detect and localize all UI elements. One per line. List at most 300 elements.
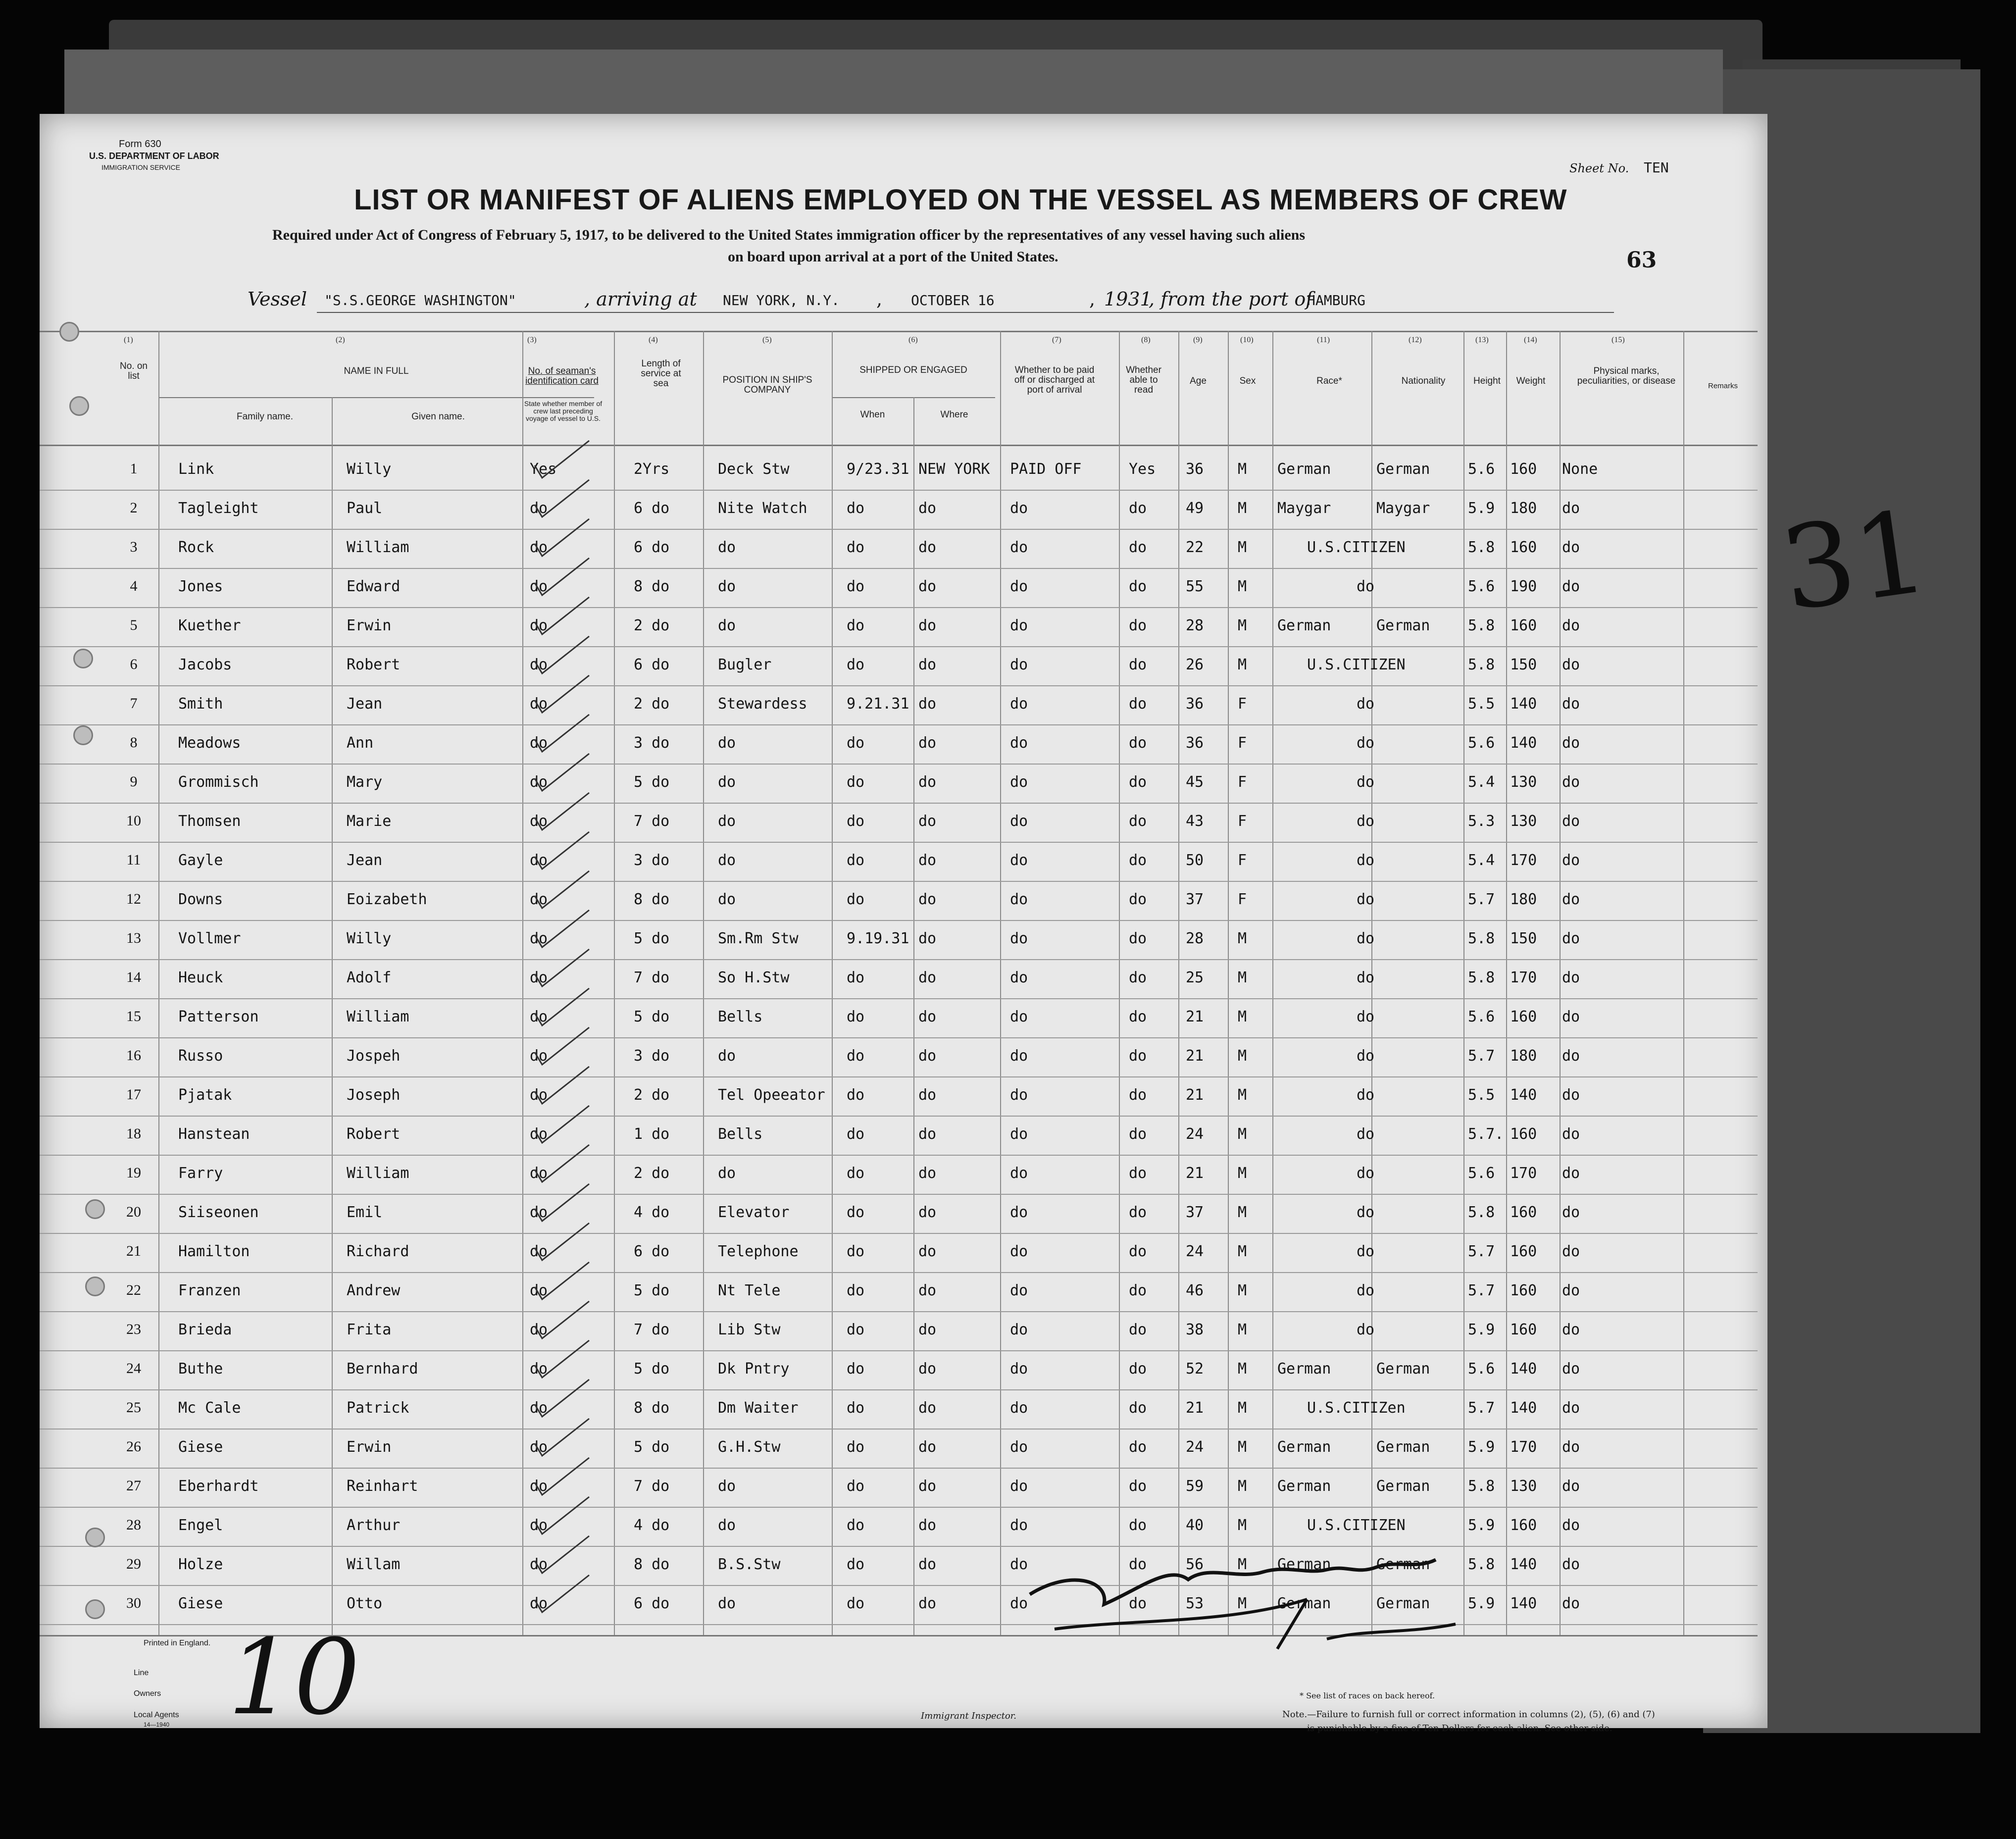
cell-nationality: German — [1376, 1478, 1430, 1495]
signature-scrawl — [1030, 1560, 1436, 1604]
cell-age: 28 — [1186, 617, 1204, 634]
cell-card: do — [530, 852, 548, 869]
cell-position: So H.Stw — [718, 969, 790, 986]
cell-card: do — [530, 1438, 548, 1456]
cell-marks: do — [1562, 1125, 1580, 1143]
cell-card: do — [530, 1399, 548, 1417]
agents-code: 14—1940 — [144, 1721, 170, 1728]
cell-age: 56 — [1186, 1556, 1204, 1573]
cell-marks: do — [1562, 1478, 1580, 1495]
cell-when: do — [847, 617, 865, 634]
cell-sex: M — [1238, 1047, 1247, 1065]
cell-weight: 140 — [1510, 695, 1537, 713]
check-mark — [535, 754, 589, 791]
cell-given: Arthur — [347, 1517, 401, 1534]
cell-position: Bells — [718, 1125, 763, 1143]
cell-sex: F — [1238, 852, 1247, 869]
cell-marks: do — [1562, 1517, 1580, 1534]
cell-race: U.S.CITIZEN — [1307, 539, 1406, 556]
cell-weight: 160 — [1510, 617, 1537, 634]
cell-no: 19 — [126, 1165, 141, 1181]
cell-nationality: Maygar — [1376, 500, 1430, 517]
cell-where: do — [918, 1243, 937, 1260]
cell-age: 36 — [1186, 695, 1204, 713]
cell-sex: F — [1238, 891, 1247, 908]
cell-read: do — [1129, 930, 1147, 947]
cell-height: 5.9 — [1468, 500, 1495, 517]
cell-no: 29 — [126, 1556, 141, 1572]
cell-race: German — [1277, 1595, 1331, 1612]
subtitle-line2: on board upon arrival at a port of the United States. — [728, 249, 1058, 265]
header-no-on-list: No. on list — [120, 361, 148, 381]
cell-weight: 170 — [1510, 969, 1537, 986]
header-position: POSITION IN SHIP'S COMPANY — [722, 375, 812, 395]
cell-race: do — [1357, 969, 1375, 986]
cell-weight: 140 — [1510, 734, 1537, 752]
cell-service: 4 do — [634, 1517, 670, 1534]
header-able-read: Whether able to read — [1126, 365, 1161, 395]
cell-position: Stewardess — [718, 695, 807, 713]
cell-weight: 150 — [1510, 656, 1537, 673]
cell-card: do — [530, 1165, 548, 1182]
cell-card: do — [530, 1478, 548, 1495]
cell-given: Jean — [347, 852, 383, 869]
cell-weight: 140 — [1510, 1595, 1537, 1612]
cell-where: do — [918, 1086, 937, 1104]
cell-sex: M — [1238, 1517, 1247, 1534]
column-number: (15) — [1612, 336, 1625, 344]
cell-weight: 160 — [1510, 1008, 1537, 1025]
cell-marks: None — [1562, 460, 1598, 478]
cell-position: Elevator — [718, 1204, 790, 1221]
cell-age: 45 — [1186, 773, 1204, 791]
cell-given: Willy — [347, 930, 392, 947]
cell-sex: M — [1238, 1438, 1247, 1456]
cell-sex: M — [1238, 1008, 1247, 1025]
header-paid-off: Whether to be paid off or discharged at port of arrival — [1014, 365, 1095, 395]
cell-family: Vollmer — [178, 930, 241, 947]
department: U.S. DEPARTMENT OF LABOR — [89, 151, 219, 161]
cell-given: Mary — [347, 773, 383, 791]
subtitle-line1: Required under Act of Congress of February 5, 1917, to be delivered to the United States immigration officer by the representatives of any vessel having such aliens — [272, 227, 1305, 243]
cell-weight: 160 — [1510, 1517, 1537, 1534]
cell-age: 21 — [1186, 1086, 1204, 1104]
cell-no: 17 — [126, 1086, 141, 1103]
cell-family: Jacobs — [178, 656, 232, 673]
cell-nationality: German — [1376, 1438, 1430, 1456]
cell-weight: 160 — [1510, 460, 1537, 478]
cell-where: NEW YORK — [918, 460, 990, 478]
cell-read: do — [1129, 1556, 1147, 1573]
cell-family: Jones — [178, 578, 223, 595]
cell-family: Smith — [178, 695, 223, 713]
cell-when: do — [847, 1321, 865, 1338]
cell-family: Giese — [178, 1595, 223, 1612]
cell-no: 14 — [126, 969, 141, 985]
header-weight: Weight — [1516, 376, 1546, 386]
cell-where: do — [918, 578, 937, 595]
cell-when: do — [847, 969, 865, 986]
cell-sex: M — [1238, 1478, 1247, 1495]
cell-position: do — [718, 1517, 736, 1534]
cell-race: do — [1357, 1243, 1375, 1260]
cell-position: do — [718, 1595, 736, 1612]
cell-marks: do — [1562, 852, 1580, 869]
column-number: (14) — [1524, 336, 1537, 344]
cell-family: Russo — [178, 1047, 223, 1065]
cell-where: do — [918, 1360, 937, 1378]
cell-paid: do — [1010, 1438, 1028, 1456]
cell-read: do — [1129, 852, 1147, 869]
cell-card: do — [530, 1086, 548, 1104]
cell-service: 5 do — [634, 930, 670, 947]
cell-where: do — [918, 891, 937, 908]
header-height: Height — [1473, 376, 1501, 386]
cell-no: 28 — [126, 1517, 141, 1533]
check-mark — [535, 1184, 589, 1221]
cell-height: 5.9 — [1468, 1595, 1495, 1612]
header-nationality: Nationality — [1401, 376, 1446, 386]
cell-marks: do — [1562, 617, 1580, 634]
cell-service: 5 do — [634, 1360, 670, 1378]
cell-marks: do — [1562, 930, 1580, 947]
cell-when: do — [847, 1360, 865, 1378]
cell-card: do — [530, 617, 548, 634]
cell-where: do — [918, 1125, 937, 1143]
cell-paid: do — [1010, 852, 1028, 869]
check-mark — [535, 1262, 589, 1299]
cell-read: do — [1129, 1360, 1147, 1378]
cell-height: 5.7 — [1468, 1047, 1495, 1065]
cell-position: Tel Opeeator — [718, 1086, 825, 1104]
cell-race: German — [1277, 460, 1331, 478]
cell-sex: M — [1238, 1282, 1247, 1299]
comma-2: , — [1089, 288, 1096, 310]
cell-sex: M — [1238, 539, 1247, 556]
header-when: When — [860, 409, 885, 420]
cell-no: 30 — [126, 1595, 141, 1611]
cell-service: 6 do — [634, 539, 670, 556]
cell-when: do — [847, 578, 865, 595]
check-mark — [535, 871, 589, 908]
cell-marks: do — [1562, 1556, 1580, 1573]
cell-sex: M — [1238, 969, 1247, 986]
cell-weight: 180 — [1510, 891, 1537, 908]
cell-position: B.S.Stw — [718, 1556, 781, 1573]
cell-race: do — [1357, 773, 1375, 791]
cell-where: do — [918, 1282, 937, 1299]
cell-no: 16 — [126, 1047, 141, 1064]
cell-card: do — [530, 1517, 548, 1534]
page-title: LIST OR MANIFEST OF ALIENS EMPLOYED ON THE VESSEL AS MEMBERS OF CREW — [354, 184, 1567, 216]
cell-age: 50 — [1186, 852, 1204, 869]
check-mark — [535, 988, 589, 1025]
cell-marks: do — [1562, 1204, 1580, 1221]
cell-service: 2 do — [634, 1086, 670, 1104]
cell-service: 2 do — [634, 1165, 670, 1182]
cell-paid: do — [1010, 1478, 1028, 1495]
cell-height: 5.8 — [1468, 617, 1495, 634]
cell-paid: do — [1010, 1595, 1028, 1612]
cell-height: 5.8 — [1468, 930, 1495, 947]
cell-height: 5.3 — [1468, 813, 1495, 830]
cell-height: 5.4 — [1468, 852, 1495, 869]
cell-paid: PAID OFF — [1010, 460, 1082, 478]
cell-height: 5.7 — [1468, 891, 1495, 908]
cell-age: 21 — [1186, 1008, 1204, 1025]
cell-paid: do — [1010, 1125, 1028, 1143]
check-mark — [535, 1106, 589, 1143]
cell-paid: do — [1010, 1556, 1028, 1573]
owners-label: Owners — [134, 1689, 161, 1698]
cell-given: William — [347, 1008, 409, 1025]
cell-service: 8 do — [634, 1399, 670, 1417]
cell-where: do — [918, 500, 937, 517]
cell-position: do — [718, 813, 736, 830]
check-mark — [535, 1458, 589, 1495]
cell-paid: do — [1010, 734, 1028, 752]
service: IMMIGRATION SERVICE — [101, 163, 180, 171]
cell-service: 1 do — [634, 1125, 670, 1143]
cell-service: 6 do — [634, 656, 670, 673]
check-mark — [535, 832, 589, 869]
cell-paid: do — [1010, 539, 1028, 556]
cell-age: 21 — [1186, 1047, 1204, 1065]
cell-paid: do — [1010, 656, 1028, 673]
cell-where: do — [918, 656, 937, 673]
cell-sex: M — [1238, 1321, 1247, 1338]
cell-family: Downs — [178, 891, 223, 908]
cell-where: do — [918, 617, 937, 634]
cell-read: do — [1129, 1478, 1147, 1495]
inspector-label: Immigrant Inspector. — [921, 1711, 1017, 1721]
cell-when: do — [847, 1047, 865, 1065]
cell-family: Thomsen — [178, 813, 241, 830]
cell-paid: do — [1010, 773, 1028, 791]
cell-given: Paul — [347, 500, 383, 517]
cell-sex: M — [1238, 930, 1247, 947]
cell-marks: do — [1562, 969, 1580, 986]
cell-race: German — [1277, 1478, 1331, 1495]
cell-when: do — [847, 1282, 865, 1299]
cell-race: U.S.CITIZEN — [1307, 1517, 1406, 1534]
column-number: (2) — [336, 336, 345, 344]
cell-read: do — [1129, 1125, 1147, 1143]
cell-card: do — [530, 813, 548, 830]
cell-position: do — [718, 1165, 736, 1182]
cell-family: Buthe — [178, 1360, 223, 1378]
header-shipped: SHIPPED OR ENGAGED — [859, 365, 967, 375]
cell-race: do — [1357, 578, 1375, 595]
arrival-date: OCTOBER 16 — [911, 292, 995, 308]
cell-when: 9/23.31 — [847, 460, 909, 478]
cell-where: do — [918, 773, 937, 791]
cell-given: Edward — [347, 578, 401, 595]
cell-given: Robert — [347, 656, 401, 673]
cell-read: do — [1129, 1086, 1147, 1104]
cell-weight: 140 — [1510, 1086, 1537, 1104]
check-mark — [535, 675, 589, 713]
cell-paid: do — [1010, 1360, 1028, 1378]
cell-where: do — [918, 1047, 937, 1065]
cell-when: do — [847, 813, 865, 830]
cell-sex: F — [1238, 773, 1247, 791]
cell-service: 6 do — [634, 1595, 670, 1612]
cell-nationality: German — [1376, 1360, 1430, 1378]
cell-family: Franzen — [178, 1282, 241, 1299]
cell-sex: M — [1238, 1204, 1247, 1221]
cell-sex: M — [1238, 1243, 1247, 1260]
cell-card: do — [530, 1008, 548, 1025]
cell-service: 7 do — [634, 969, 670, 986]
header-where: Where — [940, 409, 968, 420]
cell-card: do — [530, 1595, 548, 1612]
cell-read: do — [1129, 1517, 1147, 1534]
cell-where: do — [918, 969, 937, 986]
check-mark — [535, 910, 589, 947]
cell-race: do — [1357, 1047, 1375, 1065]
cell-card: do — [530, 578, 548, 595]
check-mark — [535, 636, 589, 673]
cell-race: do — [1357, 734, 1375, 752]
cell-marks: do — [1562, 1438, 1580, 1456]
cell-service: 3 do — [634, 852, 670, 869]
cell-weight: 160 — [1510, 1204, 1537, 1221]
cell-family: Engel — [178, 1517, 223, 1534]
cell-card: do — [530, 1125, 548, 1143]
cell-weight: 190 — [1510, 578, 1537, 595]
cell-paid: do — [1010, 617, 1028, 634]
cell-when: do — [847, 1008, 865, 1025]
cell-height: 5.8 — [1468, 1556, 1495, 1573]
cell-paid: do — [1010, 1047, 1028, 1065]
cell-weight: 140 — [1510, 1399, 1537, 1417]
cell-sex: M — [1238, 1399, 1247, 1417]
cell-age: 21 — [1186, 1165, 1204, 1182]
cell-where: do — [918, 1399, 937, 1417]
check-mark — [535, 1067, 589, 1104]
cell-where: do — [918, 813, 937, 830]
cell-race: do — [1357, 695, 1375, 713]
check-mark — [535, 1301, 589, 1338]
cell-age: 25 — [1186, 969, 1204, 986]
cell-where: do — [918, 1204, 937, 1221]
cell-given: Otto — [347, 1595, 383, 1612]
cell-where: do — [918, 539, 937, 556]
cell-family: Eberhardt — [178, 1478, 259, 1495]
cell-paid: do — [1010, 1517, 1028, 1534]
cell-weight: 130 — [1510, 773, 1537, 791]
local-agents-label: Local Agents — [134, 1711, 179, 1719]
cell-family: Link — [178, 460, 214, 478]
cell-read: do — [1129, 734, 1147, 752]
cell-position: do — [718, 773, 736, 791]
cell-service: 5 do — [634, 1438, 670, 1456]
cell-when: do — [847, 891, 865, 908]
cell-weight: 130 — [1510, 1478, 1537, 1495]
cell-marks: do — [1562, 656, 1580, 673]
cell-height: 5.5 — [1468, 695, 1495, 713]
cell-race: do — [1357, 1282, 1375, 1299]
cell-position: Lib Stw — [718, 1321, 781, 1338]
from-label: , from the port of — [1149, 288, 1313, 310]
cell-paid: do — [1010, 1165, 1028, 1182]
cell-height: 5.6 — [1468, 1008, 1495, 1025]
cell-when: do — [847, 1517, 865, 1534]
cell-height: 5.6 — [1468, 734, 1495, 752]
cell-family: Tagleight — [178, 500, 259, 517]
cell-when: do — [847, 1165, 865, 1182]
cell-race: German — [1277, 617, 1331, 634]
check-mark — [535, 1223, 589, 1260]
cell-height: 5.8 — [1468, 969, 1495, 986]
cell-given: William — [347, 1165, 409, 1182]
cell-service: 8 do — [634, 578, 670, 595]
page-number: 63 — [1626, 248, 1657, 273]
cell-family: Farry — [178, 1165, 223, 1182]
cell-read: do — [1129, 969, 1147, 986]
check-mark — [535, 793, 589, 830]
cell-paid: do — [1010, 1321, 1028, 1338]
cell-race: do — [1357, 1321, 1375, 1338]
cell-sex: M — [1238, 578, 1247, 595]
cell-given: Willam — [347, 1556, 401, 1573]
cell-age: 55 — [1186, 578, 1204, 595]
cell-card: do — [530, 1204, 548, 1221]
cell-when: 9.21.31 — [847, 695, 909, 713]
cell-no: 24 — [126, 1360, 141, 1377]
cell-sex: M — [1238, 500, 1247, 517]
cell-where: do — [918, 695, 937, 713]
manifest-sheet — [40, 114, 1767, 1738]
header-remarks: Remarks — [1708, 382, 1738, 390]
cell-read: do — [1129, 1399, 1147, 1417]
cell-given: Robert — [347, 1125, 401, 1143]
column-number: (4) — [649, 336, 658, 344]
cell-where: do — [918, 1438, 937, 1456]
cell-race: do — [1357, 1165, 1375, 1182]
cell-position: Dm Waiter — [718, 1399, 799, 1417]
cell-nationality: German — [1376, 1556, 1430, 1573]
cell-height: 5.7 — [1468, 1282, 1495, 1299]
note-line1: Note.—Failure to furnish full or correct information in columns (2), (5), (6) and (7) — [1282, 1709, 1655, 1720]
check-mark — [535, 1536, 589, 1573]
check-mark — [535, 558, 589, 595]
cell-height: 5.9 — [1468, 1517, 1495, 1534]
cell-weight: 140 — [1510, 1360, 1537, 1378]
cell-height: 5.8 — [1468, 539, 1495, 556]
cell-family: Patterson — [178, 1008, 259, 1025]
cell-family: Heuck — [178, 969, 223, 986]
cell-age: 53 — [1186, 1595, 1204, 1612]
cell-weight: 170 — [1510, 852, 1537, 869]
cell-card: do — [530, 1243, 548, 1260]
from-port: HAMBURG — [1307, 292, 1366, 308]
cell-read: do — [1129, 1204, 1147, 1221]
cell-given: Reinhart — [347, 1478, 418, 1495]
cell-service: 5 do — [634, 1008, 670, 1025]
cell-given: Marie — [347, 813, 392, 830]
cell-no: 10 — [126, 813, 141, 829]
cell-given: Erwin — [347, 1438, 392, 1456]
check-mark — [535, 597, 589, 634]
cell-marks: do — [1562, 1595, 1580, 1612]
cell-no: 20 — [126, 1204, 141, 1220]
cell-height: 5.5 — [1468, 1086, 1495, 1104]
header-name-in-full: NAME IN FULL — [344, 366, 409, 376]
cell-card: do — [530, 891, 548, 908]
cell-weight: 160 — [1510, 1243, 1537, 1260]
